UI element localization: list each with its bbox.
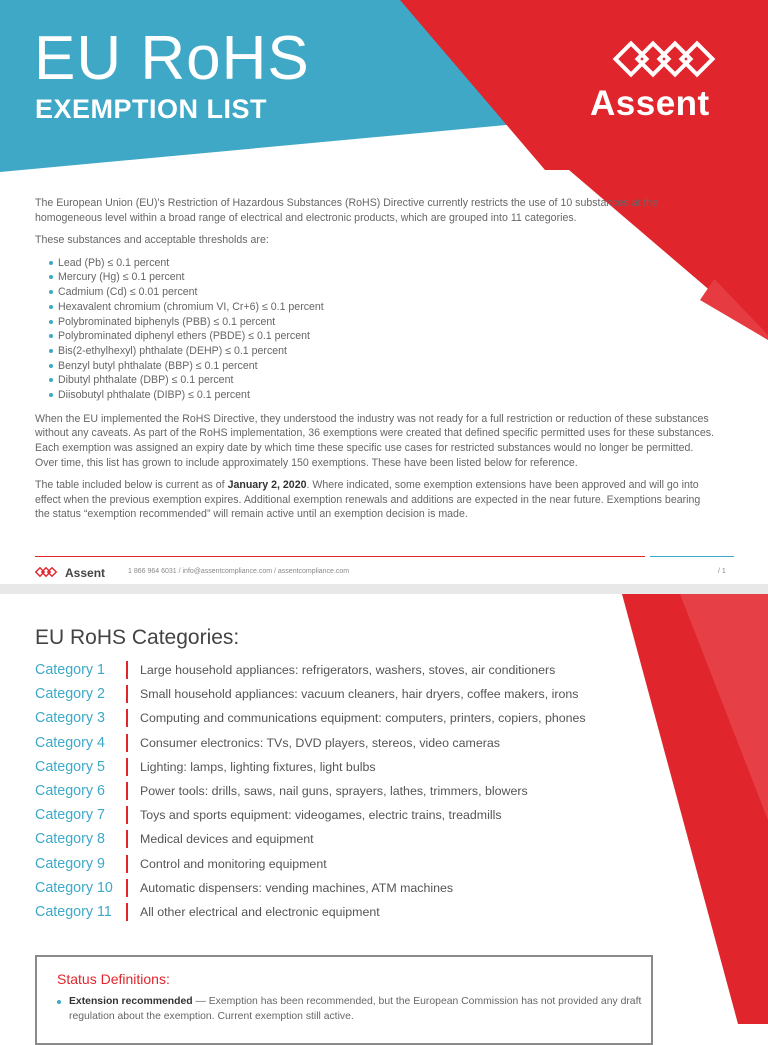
category-description: Automatic dispensers: vending machines, ATM machines: [140, 880, 454, 895]
list-item: Bis(2-ethylhexyl) phthalate (DEHP) ≤ 0.1 percent: [49, 344, 715, 359]
category-row: [35, 682, 635, 706]
status-definition-text: — Exemption has been recommended, but the European Commission has not provided any draft regulation about the exemption. Current exemption still active.: [69, 996, 642, 1022]
category-label: Category 6: [35, 783, 105, 800]
footer-logo-text: Assent: [65, 566, 106, 580]
p4-text-before: The table included below is current as of: [35, 479, 228, 492]
category-description: Lighting: lamps, lighting fixtures, light bulbs: [140, 759, 376, 774]
category-separator: [126, 855, 128, 873]
category-label: Category 9: [35, 855, 105, 872]
category-row: [35, 755, 635, 779]
category-label: Category 5: [35, 758, 105, 775]
intro-section: [35, 196, 715, 530]
p4-date: January 2, 2020: [227, 479, 307, 492]
list-item: Lead (Pb) ≤ 0.1 percent: [49, 256, 715, 271]
intro-paragraph-4: [35, 478, 715, 522]
category-row: [35, 852, 635, 876]
category-description: Small household appliances: vacuum cleaners, hair dryers, coffee makers, irons: [140, 687, 579, 702]
category-separator: [126, 903, 128, 921]
list-item: Polybrominated diphenyl ethers (PBDE) ≤ 0.1 percent: [49, 329, 715, 344]
category-label: Category 7: [35, 807, 105, 824]
categories-title: EU RoHS Categories:: [35, 626, 240, 649]
category-row: [35, 658, 635, 682]
footer-contact: 1 866 964 6031 / info@assentcompliance.com / assentcompliance.com: [128, 568, 350, 575]
category-description: Medical devices and equipment: [140, 832, 314, 847]
category-description: Large household appliances: refrigerators, washers, stoves, air conditioners: [140, 663, 556, 678]
category-row: [35, 900, 635, 924]
footer-logo: [35, 566, 105, 580]
assent-logo-mark-icon: [590, 40, 740, 86]
document-title: EU RoHS: [34, 24, 310, 93]
document-subtitle: EXEMPTION LIST: [35, 94, 268, 124]
category-separator: [126, 758, 128, 776]
list-item: Cadmium (Cd) ≤ 0.01 percent: [49, 285, 715, 300]
list-item: Polybrominated biphenyls (PBB) ≤ 0.1 percent: [49, 315, 715, 330]
category-description: All other electrical and electronic equipment: [140, 904, 380, 919]
category-separator: [126, 830, 128, 848]
category-separator: [126, 734, 128, 752]
category-description: Computing and communications equipment: computers, printers, copiers, phones: [140, 711, 586, 726]
status-definitions-title: Status Definitions:: [57, 971, 170, 987]
intro-paragraph-2: These substances and acceptable thresholds are:: [35, 234, 269, 247]
category-row: [35, 803, 635, 827]
category-description: Toys and sports equipment: videogames, electric trains, treadmills: [140, 808, 502, 823]
category-label: Category 3: [35, 710, 105, 727]
category-separator: [126, 879, 128, 897]
category-label: Category 8: [35, 831, 105, 848]
list-item: Benzyl butyl phthalate (BBP) ≤ 0.1 percent: [49, 359, 715, 374]
category-separator: [126, 782, 128, 800]
intro-paragraph-3: When the EU implemented the RoHS Directive, they understood the industry was not ready for a full restriction or reduction of these substances without any caveats. As part of the RoHS implementation, 36 exemptions were created that defined specific permitted uses for these substances. Each exemption was assigned an expiry date by which time these specific use cases for restricted substances would no longer be permitted. Over time, this list has grown to include approximately 150 exemptions. These have been listed below for reference.: [35, 412, 714, 469]
footer-divider-blue: [650, 556, 734, 557]
category-label: Category 4: [35, 734, 105, 751]
category-separator: [126, 806, 128, 824]
category-row: [35, 706, 635, 730]
status-definitions-box: [35, 955, 653, 1045]
category-row: [35, 731, 635, 755]
category-description: Consumer electronics: TVs, DVD players, stereos, video cameras: [140, 735, 500, 750]
intro-paragraph-1: The European Union (EU)'s Restriction of Hazardous Substances (RoHS) Directive currently restricts the use of 10 substances at the homogeneous level within a broad range of electrical and electronic products, which are grouped into 11 categories.: [35, 197, 659, 224]
p4-text-after: . Where indicated, some exemption extensions have been approved and will go into effect when the previous exemption expires. Additional exemption renewals and additions are expected in the near future. Exemptions bearing the status “exemption recommended” will remain active until an exemption decision is made.: [35, 479, 701, 521]
assent-logo: [590, 40, 740, 130]
list-item: Dibutyl phthalate (DBP) ≤ 0.1 percent: [49, 373, 715, 388]
list-item: Hexavalent chromium (chromium VI, Cr+6) ≤ 0.1 percent: [49, 300, 715, 315]
category-row: [35, 827, 635, 851]
category-separator: [126, 661, 128, 679]
footer-divider-red: [35, 556, 645, 557]
category-description: Control and monitoring equipment: [140, 856, 327, 871]
assent-logo-text: Assent: [590, 84, 710, 123]
footer-logo-mark-icon: [35, 567, 61, 579]
category-row: [35, 779, 635, 803]
category-separator: [126, 709, 128, 727]
category-label: Category 2: [35, 686, 105, 703]
page-gap: [0, 584, 768, 594]
substance-list: [35, 256, 715, 403]
list-item: Diisobutyl phthalate (DIBP) ≤ 0.1 percent: [49, 388, 715, 403]
status-term: Extension recommended: [69, 996, 193, 1007]
status-definition-item: [57, 995, 649, 1024]
categories-list: [35, 658, 635, 924]
category-separator: [126, 685, 128, 703]
list-item: Mercury (Hg) ≤ 0.1 percent: [49, 270, 715, 285]
category-description: Power tools: drills, saws, nail guns, sprayers, lathes, trimmers, blowers: [140, 784, 528, 799]
category-label: Category 11: [35, 903, 112, 920]
category-row: [35, 876, 635, 900]
category-label: Category 10: [35, 879, 113, 896]
category-label: Category 1: [35, 662, 105, 679]
page-number: / 1: [718, 568, 726, 575]
